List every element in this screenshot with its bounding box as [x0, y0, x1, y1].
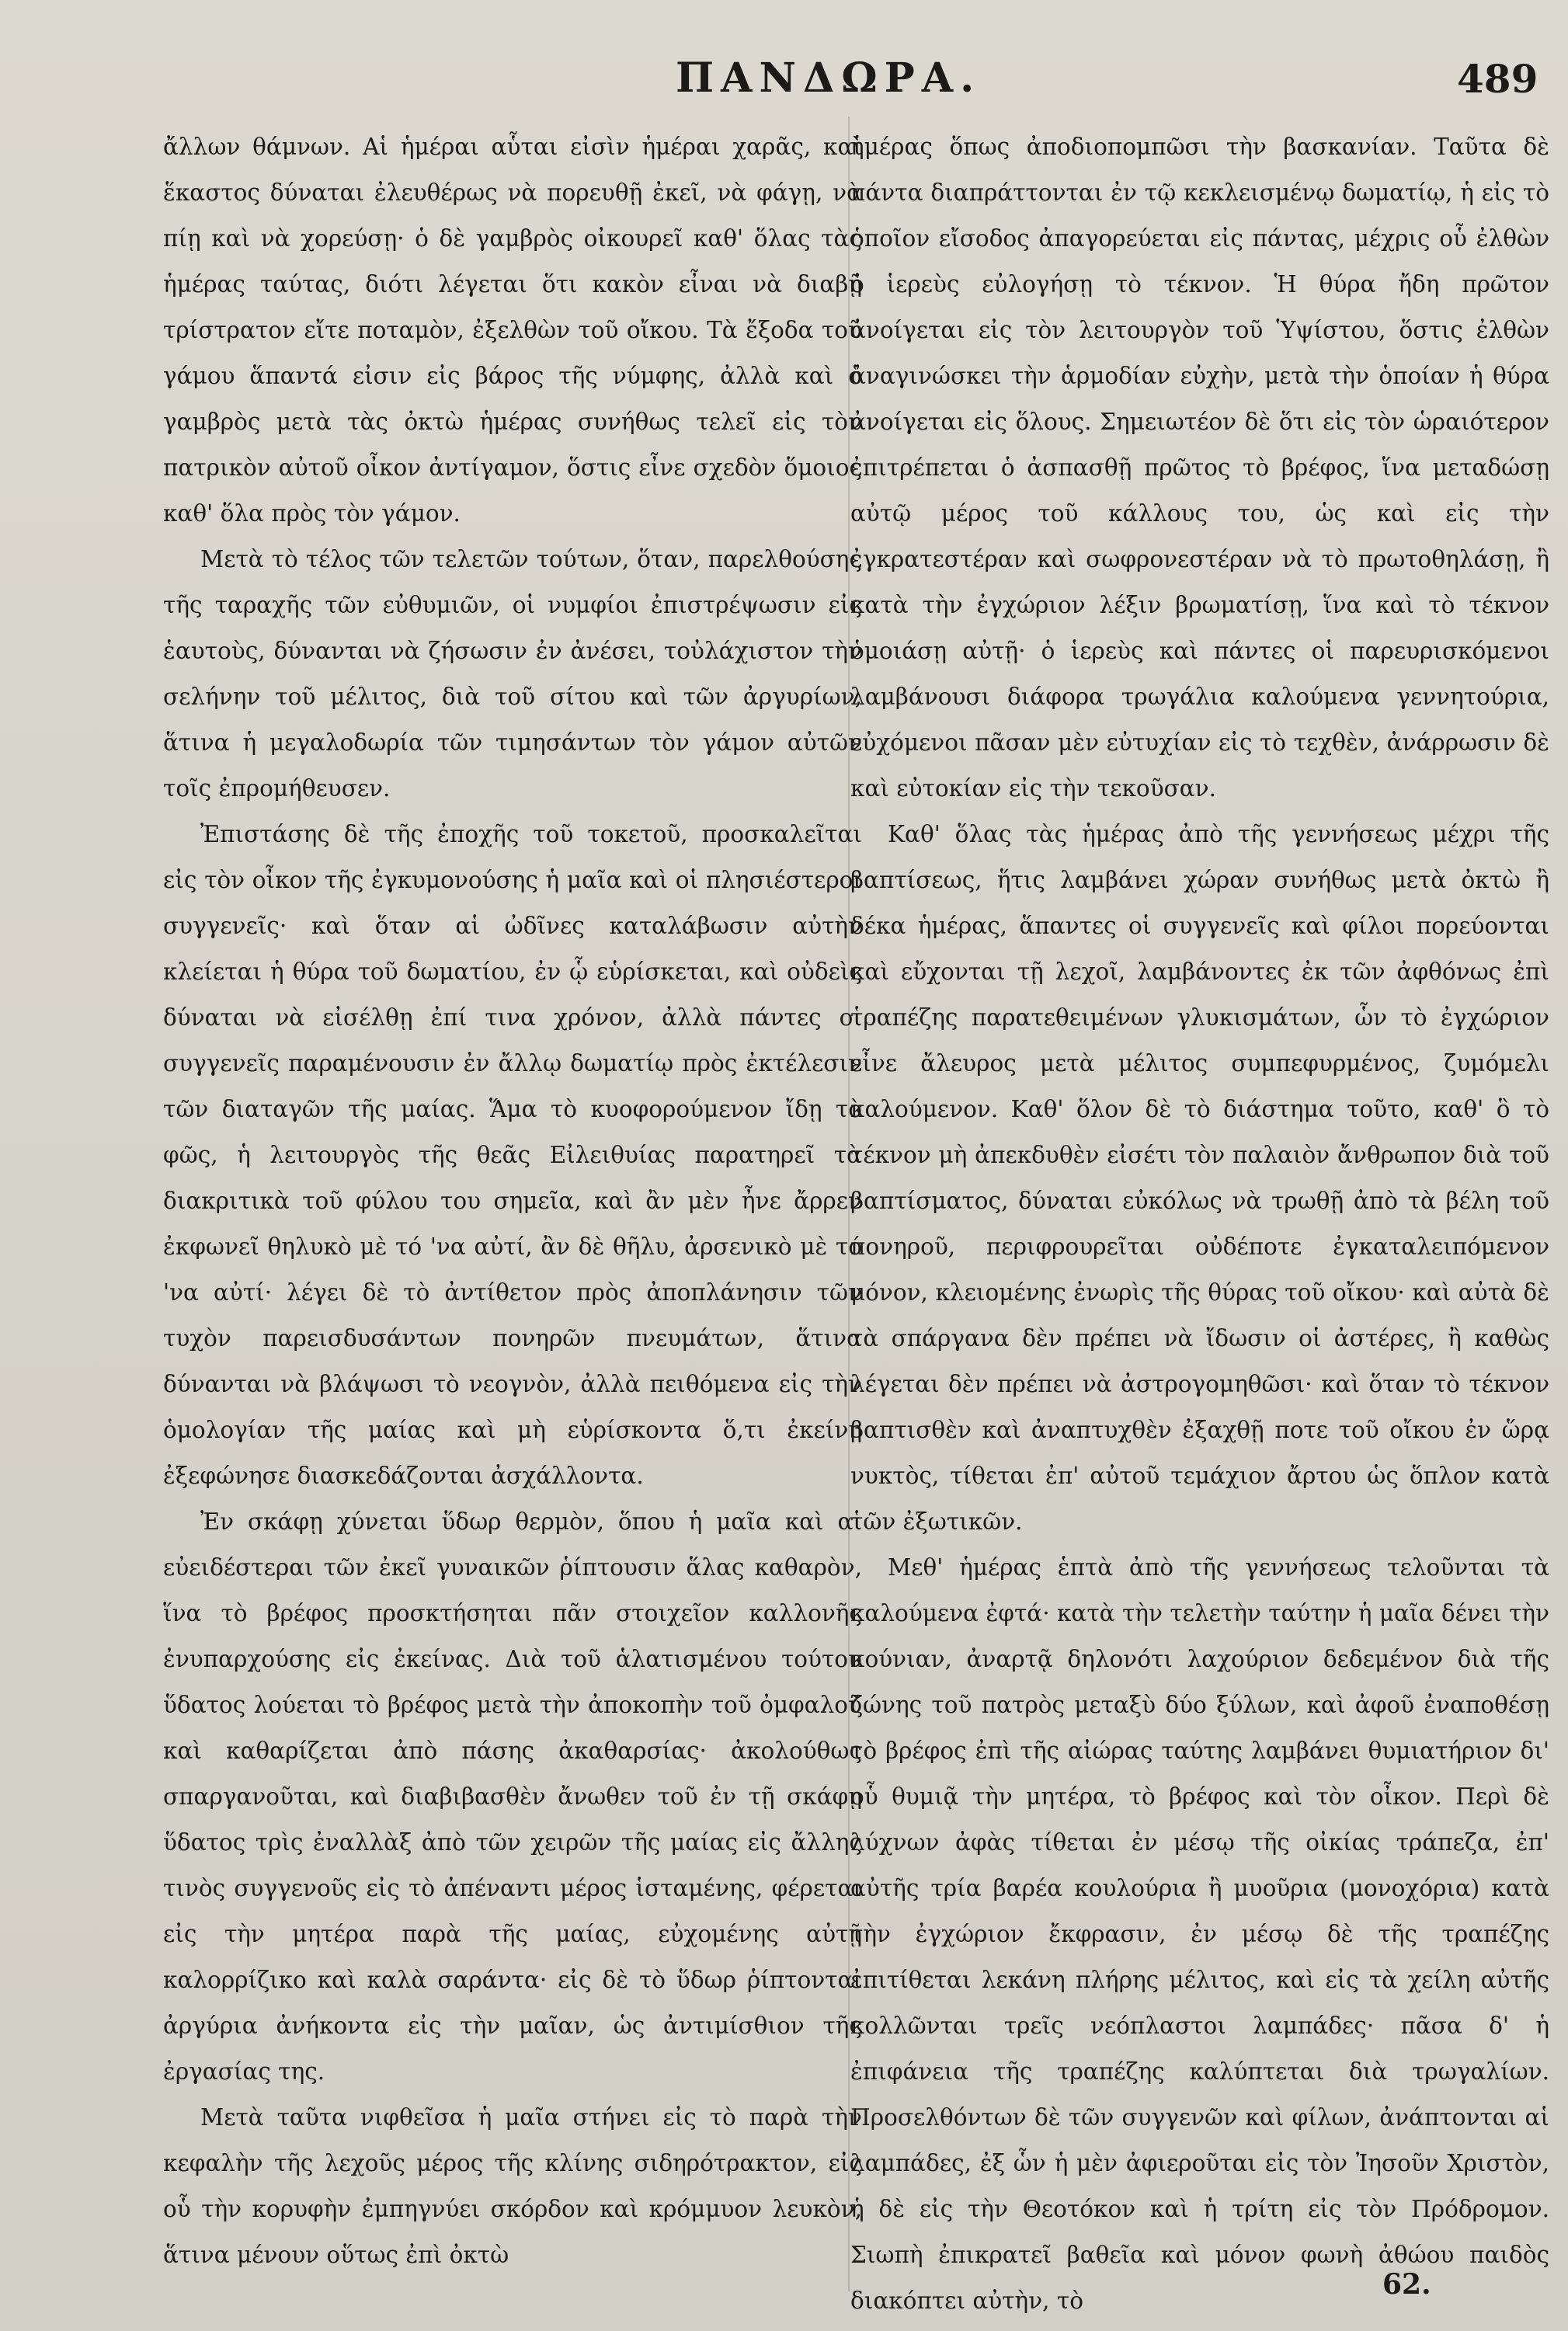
- paragraph: Μεθ' ἡμέρας ἑπτὰ ἀπὸ τῆς γεννήσεως τελοῦνται τὰ καλούμενα ἐφτά· κατὰ τὴν τελετὴν ταύτην ἡ μαῖα δένει τὴν κούνιαν, ἀναρτᾷ δηλονότι λαχούριον δεδεμένον διὰ τῆς ζώνης τοῦ πατρὸς μεταξὺ δύο ξύλων, καὶ ἀφοῦ ἐναποθέσῃ τὸ βρέφος ἐπὶ τῆς αἰώρας ταύτης λαμβάνει θυμιατήριον δι' οὗ θυμιᾷ τὴν μητέρα, τὸ βρέφος καὶ τὸν οἶκον. Περὶ δὲ λύχνων ἀφὰς τίθεται ἐν μέσῳ τῆς οἰκίας τράπεζα, ἐπ' αὐτῆς τρία βαρέα κουλούρια ἢ μυοῦρια (μονοχόρια) κατὰ τὴν ἐγχώριον ἔκφρασιν, ἐν μέσῳ δὲ τῆς τραπέζης ἐπιτίθεται λεκάνη πλήρης μέλιτος, καὶ εἰς τὰ χείλη αὐτῆς κολλῶνται τρεῖς νεόπλαστοι λαμπάδες· πᾶσα δ' ἡ ἐπιφάνεια τῆς τραπέζης καλύπτεται διὰ τρωγαλίων. Προσελθόντων δὲ τῶν συγγενῶν καὶ φίλων, ἀνάπτονται αἱ λαμπάδες, ἐξ ὧν ἡ μὲν ἀφιεροῦται εἰς τὸν Ἰησοῦν Χριστὸν, ἡ δὲ εἰς τὴν Θεοτόκον καὶ ἡ τρίτη εἰς τὸν Πρόδρομον. Σιωπὴ ἐπικρατεῖ βαθεῖα καὶ μόνον φωνὴ ἀθώου παιδὸς διακόπτει αὐτὴν, τὸ: [850, 1554, 1549, 2314]
- running-title: ΠΑΝΔΩΡΑ.: [676, 54, 982, 102]
- paragraph: Ἐν σκάφῃ χύνεται ὕδωρ θερμὸν, ὅπου ἡ μαῖα καὶ αἱ εὐειδέστεραι τῶν ἐκεῖ γυναικῶν ῥίπτουσιν ἅλας καθαρὸν, ἵνα τὸ βρέφος προσκτήσηται πᾶν στοιχεῖον καλλονῆς ἐνυπαρχούσης εἰς ἐκείνας. Διὰ τοῦ ἁλατισμένου τούτου ὕδατος λούεται τὸ βρέφος μετὰ τὴν ἀποκοπὴν τοῦ ὀμφαλοῦ καὶ καθαρίζεται ἀπὸ πάσης ἀκαθαρσίας· ἀκολούθως σπαργανοῦται, καὶ διαβιβασθὲν ἄνωθεν τοῦ ἐν τῇ σκάφῃ ὕδατος τρὶς ἐναλλὰξ ἀπὸ τῶν χειρῶν τῆς μαίας εἰς ἄλλης τινὸς συγγενοῦς εἰς τὸ ἀπέναντι μέρος ἱσταμένης, φέρεται εἰς τὴν μητέρα παρὰ τῆς μαίας, εὐχομένης αὐτῇ καλορρίζικο καὶ καλὰ σαράντα· εἰς δὲ τὸ ὕδωρ ῥίπτονται ἀργύρια ἀνήκοντα εἰς τὴν μαῖαν, ὡς ἀντιμίσθιον τῆς ἐργασίας της.: [163, 1508, 862, 2085]
- page-number: 489: [1457, 56, 1538, 102]
- signature-mark: 62.: [1382, 2268, 1431, 2301]
- paragraph: Μετὰ ταῦτα νιφθεῖσα ἡ μαῖα στήνει εἰς τὸ παρὰ τὴν κεφαλὴν τῆς λεχοῦς μέρος τῆς κλίνης σιδηρότρακτον, εἰς οὗ τὴν κορυφὴν ἐμπηγνύει σκόρδον καὶ κρόμμυον λευκὸν, ἅτινα μένουν οὕτως ἐπὶ ὀκτὼ: [163, 2104, 862, 2268]
- paragraph: Καθ' ὅλας τὰς ἡμέρας ἀπὸ τῆς γεννήσεως μέχρι τῆς βαπτίσεως, ἥτις λαμβάνει χώραν συνήθως μετὰ ὀκτὼ ἢ δέκα ἡμέρας, ἅπαντες οἱ συγγενεῖς καὶ φίλοι πορεύονται καὶ εὔχονται τῇ λεχοῖ, λαμβάνοντες ἐκ τῶν ἀφθόνως ἐπὶ τραπέζης παρατεθειμένων γλυκισμάτων, ὧν τὸ ἐγχώριον εἶνε ἄλευρος μετὰ μέλιτος συμπεφυρμένος, ζυμόμελι καλούμενον. Καθ' ὅλον δὲ τὸ διάστημα τοῦτο, καθ' ὃ τὸ τέκνον μὴ ἀπεκδυθὲν εἰσέτι τὸν παλαιὸν ἄνθρωπον διὰ τοῦ βαπτίσματος, δύναται εὐκόλως νὰ τρωθῇ ἀπὸ τὰ βέλη τοῦ πονηροῦ, περιφρουρεῖται οὐδέποτε ἐγκαταλειπόμενον μόνον, κλειομένης ἐνωρὶς τῆς θύρας τοῦ οἴκου· καὶ αὐτὰ δὲ τὰ σπάργανα δὲν πρέπει νὰ ἴδωσιν οἱ ἀστέρες, ἢ καθὼς λέγεται δὲν πρέπει νὰ ἀστρογομηθῶσι· καὶ ὅταν τὸ τέκνον βαπτισθὲν καὶ ἀναπτυχθὲν ἐξαχθῇ ποτε τοῦ οἴκου ἐν ὥρᾳ νυκτὸς, τίθεται ἐπ' αὐτοῦ τεμάχιον ἄρτου ὡς ὅπλον κατὰ τῶν ἐξωτικῶν.: [850, 821, 1549, 1535]
- paragraph: Ἐπιστάσης δὲ τῆς ἐποχῆς τοῦ τοκετοῦ, προσκαλεῖται εἰς τὸν οἶκον τῆς ἐγκυμονούσης ἡ μαῖα καὶ οἱ πλησιέστεροι συγγενεῖς· καὶ ὅταν αἱ ὠδῖνες καταλάβωσιν αὐτὴν κλείεται ἡ θύρα τοῦ δωματίου, ἐν ᾧ εὑρίσκεται, καὶ οὐδεὶς δύναται νὰ εἰσέλθῃ ἐπί τινα χρόνον, ἀλλὰ πάντες οἱ συγγενεῖς παραμένουσιν ἐν ἄλλῳ δωματίῳ πρὸς ἐκτέλεσιν τῶν διαταγῶν τῆς μαίας. Ἅμα τὸ κυοφορούμενον ἴδῃ τὸ φῶς, ἡ λειτουργὸς τῆς θεᾶς Εἰλειθυίας παρατηρεῖ τὰ διακριτικὰ τοῦ φύλου του σημεῖα, καὶ ἂν μὲν ἦνε ἄρρεν ἐκφωνεῖ θηλυκὸ μὲ τό 'να αὐτί, ἂν δὲ θῆλυ, ἀρσενικὸ μὲ τό 'να αὐτί· λέγει δὲ τὸ ἀντίθετον πρὸς ἀποπλάνησιν τῶν τυχὸν παρεισδυσάντων πονηρῶν πνευμάτων, ἅτινα δύνανται νὰ βλάψωσι τὸ νεογνὸν, ἀλλὰ πειθόμενα εἰς τὴν ὁμολογίαν τῆς μαίας καὶ μὴ εὑρίσκοντα ὅ,τι ἐκείνη ἐξεφώνησε διασκεδάζονται ἀσχάλλοντα.: [163, 821, 862, 1489]
- paragraph: ἡμέρας ὅπως ἀποδιοπομπῶσι τὴν βασκανίαν. Ταῦτα δὲ πάντα διαπράττονται ἐν τῷ κεκλεισμένῳ δωματίῳ, ἡ εἰς τὸ ὁποῖον εἴσοδος ἀπαγορεύεται εἰς πάντας, μέχρις οὗ ἐλθὼν ὁ ἱερεὺς εὐλογήσῃ τὸ τέκνον. Ἡ θύρα ἤδη πρῶτον ἀνοίγεται εἰς τὸν λειτουργὸν τοῦ Ὑψίστου, ὅστις ἐλθὼν ἀναγινώσκει τὴν ἁρμοδίαν εὐχὴν, μετὰ τὴν ὁποίαν ἡ θύρα ἀνοίγεται εἰς ὅλους. Σημειωτέον δὲ ὅτι εἰς τὸν ὡραιότερον ἐπιτρέπεται ὁ ἀσπασθῇ πρῶτος τὸ βρέφος, ἵνα μεταδώσῃ αὐτῷ μέρος τοῦ κάλλους του, ὡς καὶ εἰς τὴν ἐγκρατεστέραν καὶ σωφρονεστέραν νὰ τὸ πρωτοθηλάσῃ, ἢ κατὰ τὴν ἐγχώριον λέξιν βρωματίσῃ, ἵνα καὶ τὸ τέκνον ὁμοιάσῃ αὐτῇ· ὁ ἱερεὺς καὶ πάντες οἱ παρευρισκόμενοι λαμβάνουσι διάφορα τρωγάλια καλούμενα γεννητούρια, εὐχόμενοι πᾶσαν μὲν εὐτυχίαν εἰς τὸ τεχθὲν, ἀνάρρωσιν δὲ καὶ εὐτοκίαν εἰς τὴν τεκοῦσαν.: [850, 134, 1549, 802]
- paragraph: Μετὰ τὸ τέλος τῶν τελετῶν τούτων, ὅταν, παρελθούσης τῆς ταραχῆς τῶν εὐθυμιῶν, οἱ νυμφίοι ἐπιστρέψωσιν εἰς ἑαυτοὺς, δύνανται νὰ ζήσωσιν ἐν ἀνέσει, τοὐλάχιστον τὴν σελήνην τοῦ μέλιτος, διὰ τοῦ σίτου καὶ τῶν ἀργυρίων, ἅτινα ἡ μεγαλοδωρία τῶν τιμησάντων τὸν γάμον αὐτῶν τοῖς ἐπρομήθευσεν.: [163, 546, 862, 802]
- page-header: [0, 54, 1568, 117]
- left-column: [163, 124, 862, 2278]
- paragraph: ἄλλων θάμνων. Αἱ ἡμέραι αὗται εἰσὶν ἡμέραι χαρᾶς, καὶ ἕκαστος δύναται ἐλευθέρως νὰ πορευθῇ ἐκεῖ, νὰ φάγῃ, νὰ πίῃ καὶ νὰ χορεύσῃ· ὁ δὲ γαμβρὸς οἰκουρεῖ καθ' ὅλας τὰς ἡμέρας ταύτας, διότι λέγεται ὅτι κακὸν εἶναι νὰ διαβῇ τρίστρατον εἴτε ποταμὸν, ἐξελθὼν τοῦ οἴκου. Τὰ ἔξοδα τοῦ γάμου ἅπαντά εἰσιν εἰς βάρος τῆς νύμφης, ἀλλὰ καὶ ὁ γαμβρὸς μετὰ τὰς ὀκτὼ ἡμέρας συνήθως τελεῖ εἰς τὸν πατρικὸν αὐτοῦ οἶκον ἀντίγαμον, ὅστις εἶνε σχεδὸν ὅμοιος καθ' ὅλα πρὸς τὸν γάμον.: [163, 134, 862, 527]
- right-column: [850, 124, 1549, 2324]
